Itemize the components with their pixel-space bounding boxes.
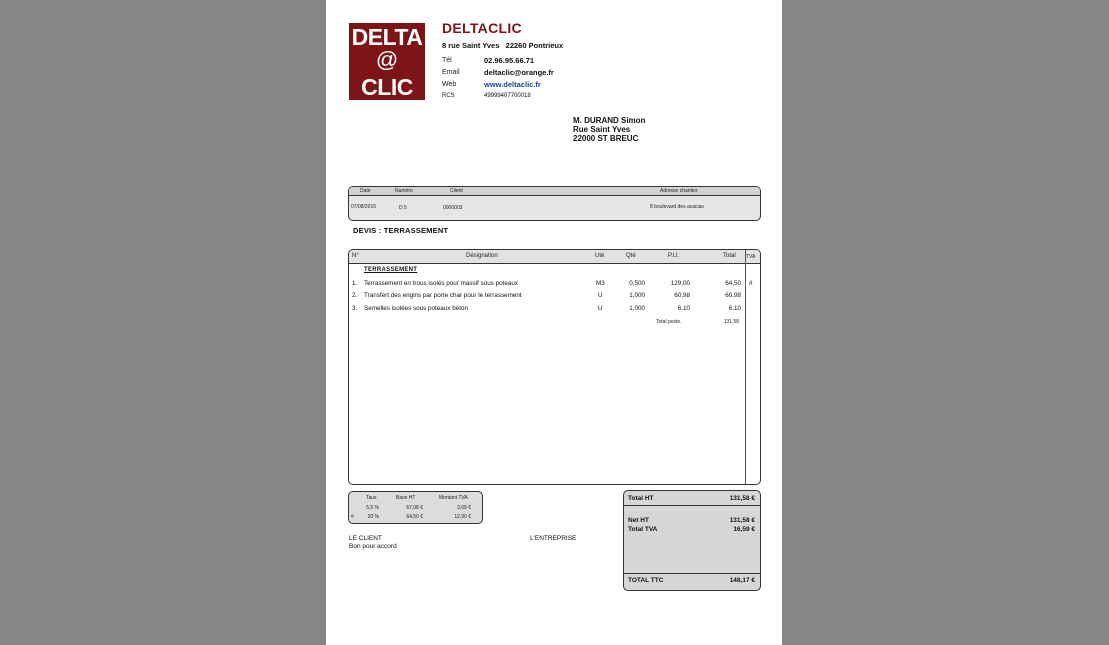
row-qte: 1,000 [629,292,645,299]
total-ht-value: 131,58 € [729,495,755,502]
row-ute: M3 [596,280,605,287]
vat-row-montant: 3,69 € [457,505,471,511]
row-ute: U [598,305,603,312]
subtotal-label: Total poste. [656,319,682,325]
document-page [326,0,782,645]
vat-header-taux: Taux [366,495,377,501]
row-qte: 1,000 [629,305,645,312]
rcs-label: RCS [442,93,455,99]
row-pu: 6,10 [677,305,690,312]
items-table [348,249,761,485]
rcs-value: 49999407700018 [484,93,531,99]
subtotal-value: 131,58 [723,319,739,325]
total-ttc-label: TOTAL TTC [628,577,664,584]
client-street: Rue Saint Yves [573,125,631,134]
row-no: 3. [352,305,358,312]
info-header-numero: Numéro [395,188,413,194]
row-tva-mark: # [749,280,753,287]
row-no: 1. [352,280,358,287]
row-designation: Transfert des engins par porte char pour le terrassement [364,292,522,299]
info-numero: D 5 [399,205,407,211]
info-client: 0000003 [443,205,463,211]
row-total: 64,50 [725,280,741,287]
vat-summary-box [348,491,483,524]
row-total: 60,98 [725,292,741,299]
info-date: 07/08/2015 [351,204,377,210]
client-address-block [573,116,645,143]
header-tva: TVA [746,254,756,260]
vat-header-base: Base HT [396,495,416,501]
tva-column-divider [745,250,746,484]
web-label: Web [442,81,457,88]
header-qte: Qté [626,253,636,259]
total-tva-label: Total TVA [628,526,658,533]
vat-row-base: 64,50 € [406,514,423,520]
header-no: N° [352,253,359,259]
logo-line-2: @ [375,47,399,72]
company-logo [349,23,425,100]
client-signature-sub: Bon pour accord [349,543,397,550]
net-ht-label: Net HT [628,517,649,524]
row-pu: 129,00 [670,280,690,287]
row-pu: 60,98 [674,292,690,299]
row-no: 2. [352,292,358,299]
info-header-client: Client [450,188,463,194]
entreprise-signature-label: L'ENTREPRISE [530,535,577,542]
company-address: 8 rue Saint Yves 22260 Pontrieux [442,41,564,50]
tel-value: 02.96.95.66.71 [484,56,535,65]
vat-row-montant: 12,90 € [454,514,471,520]
totals-divider-bottom [624,573,760,574]
web-link[interactable]: www.deltaclic.fr [484,80,541,89]
vat-row-taux: 5,5 % [366,505,379,511]
totals-box [623,490,761,591]
row-designation: Semelles isolées sous poteaux béton [364,305,468,312]
items-header-row [349,250,760,264]
net-ht-value: 131,58 € [729,517,755,524]
client-city: 22000 ST BREUC [573,134,639,143]
vat-header-montant: Montant TVA [439,495,468,501]
row-ute: U [598,292,603,299]
client-signature-label: LE CLIENT [349,535,382,542]
tel-label: Tél [442,57,452,64]
section-title: TERRASSEMENT [364,267,418,273]
client-name: M. DURAND Simon [573,116,646,125]
vat-row-base: 67,08 € [406,505,423,511]
vat-row-mark: # [351,514,354,520]
row-total: 6,10 [728,305,741,312]
company-name: DELTACLIC [442,20,522,36]
devis-title: DEVIS : TERRASSEMENT [353,226,449,235]
info-header-date: Date [360,188,371,194]
info-adresse: 8 boulevard des acacias [650,204,704,210]
vat-row-taux: 20 % [367,514,379,520]
email-value[interactable]: deltaclic@orange.fr [484,68,554,77]
totals-divider-top [624,505,760,506]
total-tva-value: 16,59 € [733,526,755,533]
header-designation: Désignation [466,253,498,259]
row-qte: 0,500 [629,280,645,287]
email-label: Email [442,69,460,76]
info-header-adresse: Adresse chantier [660,188,698,194]
row-designation: Terrassement en trous isolés pour massif sous poteaux [364,280,518,287]
total-ttc-value: 148,17 € [729,577,755,584]
header-pu: P.U. [668,253,679,259]
header-total: Total [723,253,736,259]
header-ute: Uté [595,253,605,259]
document-info-box [348,186,761,221]
logo-line-1: DELTA [351,24,423,50]
total-ht-label: Total HT [628,495,654,502]
logo-line-3: CLIC [361,74,413,100]
